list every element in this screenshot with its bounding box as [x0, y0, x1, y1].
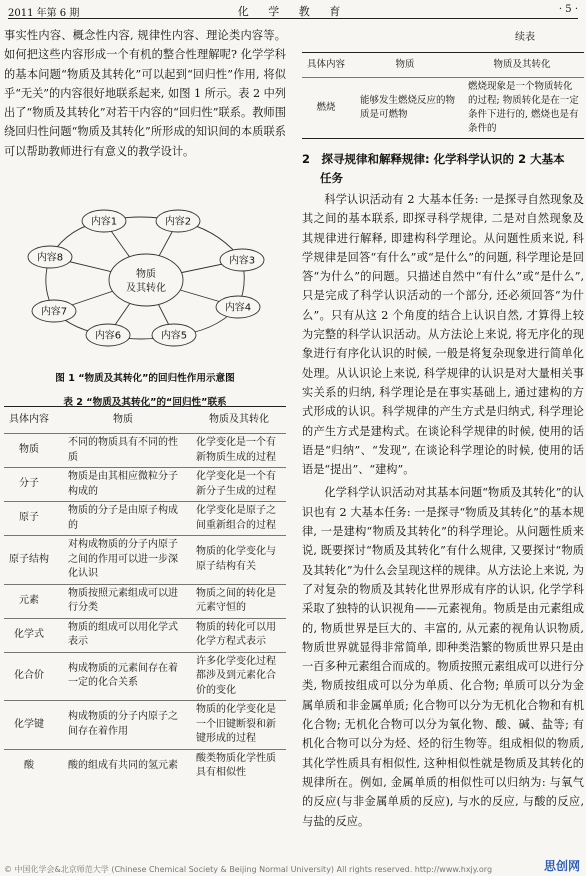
figure-caption: 图 1 “物质及其转化”的回归性作用示意图: [55, 373, 235, 384]
table-cell: 物质的分子是由原子构成的: [54, 502, 182, 536]
figure-1-diagram: [8, 205, 284, 355]
table-cell: 化学键: [4, 701, 54, 750]
issue-label: 2011 年第 6 期: [8, 8, 80, 19]
node-label: 内容5: [160, 330, 188, 342]
table-cell: 元素: [4, 584, 54, 618]
table-cell: 许多化学变化过程都涉及到元素化合价的变化: [182, 652, 286, 701]
table-row: [4, 584, 286, 618]
node-label: 内容3: [228, 255, 256, 267]
table-2-continued: [302, 52, 584, 139]
table-cell: 物质的组成可以用化学式表示: [54, 618, 182, 652]
table-cell: 分子: [4, 468, 54, 502]
paragraph: 事实性内容、概念性内容, 规律性内容、理论类内容等。如何把这些内容形成一个有机的整合性理解呢? 化学学科的基本问题“物质及其转化”可以起到“回归性”作用, 将似乎“无关”的内容很好地联系起来, 如图 1 所示。表 2 中列出了“物质及其转化”对若干内容的“回归性”联系。教师围绕回归性问题“物质及其转化”所形成的知识间的本质联系可以帮助教师进行有意义的教学设计。: [4, 29, 286, 158]
table-cell: 酸的组成有共同的氢元素: [54, 749, 182, 783]
table-row: [4, 652, 286, 701]
node-label: 内容2: [164, 216, 192, 228]
table-cell: 化学变化是一个有新物质生成的过程: [182, 434, 286, 468]
section-heading-line: 2 探寻规律和解释规律: 化学科学认识的 2 大基本: [302, 152, 565, 166]
table-cell: 原子: [4, 502, 54, 536]
table-cell: 燃烧: [302, 78, 350, 139]
table-row: [4, 749, 286, 783]
node-label: 内容1: [90, 216, 118, 228]
table-cell: 化学变化是一个有新分子生成的过程: [182, 468, 286, 502]
node-label: 内容8: [36, 252, 64, 264]
table-cell: 物质的转化可以用化学方程式表示: [182, 618, 286, 652]
node-label: 内容6: [94, 330, 122, 342]
column-header: 物质: [350, 53, 460, 78]
table-row: [4, 434, 286, 468]
table-caption: 表 2 “物质及其转化”的“回归性”联系: [63, 397, 227, 408]
column-header: 物质: [54, 407, 182, 434]
table-row: [302, 78, 584, 139]
right-column-text: [302, 190, 584, 831]
paragraph: 化学科学认识活动对其基本问题“物质及其转化”的认识也有 2 大基本任务: 一是探寻“物质及其转化”的基本规律, 一是建构“物质及其转化”的科学理论。从问题性质来说, 既要探讨“物质及其转化”有什么规律, 又要探讨“物质及其转化”为什么会呈现这样的规律。从方法论上来说, 为了对复杂的物质及其转化世界形成有序的认识, 化学学科采取了独特的认识视角——元素视角。物质是由元素组成的, 物质世界是巨大的、丰富的, 从元素的视角认识物质, 物质世界就显得非常简单, 即种类浩繁的物质世界只是由一百多种元素组合而成的。物质按照元素组成可以进行分类, 物质按组成可以分为单质、化合物; 单质可以分为金属单质和非金属单质; 化合物可以分为无机化合物和有机化合物; 无机化合物可以分为氧化物、酸、碱、盐等; 有机化合物可以分为烃、烃的衍生物等。组成相似的物质, 其化学性质具有相似性, 这种相似性就是物质及其转化的规律所在。例如, 金属单质的相似性可以归纳为: 与氧气的反应(与非金属单质的反应), 与水的反应, 与酸的反应, 与盐的反应。: [302, 486, 584, 828]
table-cell: 构成物质的分子内原子之间存在着作用: [54, 701, 182, 750]
table-cell: 酸类物质化学性质具有相似性: [182, 749, 286, 783]
table-cell: 燃烧现象是一个物质转化的过程; 物质转化是在一定条件下进行的, 燃烧也是有条件的: [460, 78, 584, 139]
column-header: 物质及其转化: [460, 53, 584, 78]
node-label: 内容4: [224, 302, 252, 314]
section-heading: [302, 150, 584, 188]
table-row: [4, 536, 286, 585]
center-label-line2: 及其转化: [126, 283, 166, 294]
table-cell: 物质的化学变化是一个旧键断裂和新键形成的过程: [182, 701, 286, 750]
column-header: 具体内容: [302, 53, 350, 78]
table-continued-label: 续表: [515, 32, 535, 43]
section-heading-line: 任务: [320, 171, 343, 185]
running-header: [8, 2, 578, 19]
page-number: · 5 ·: [558, 4, 578, 15]
table-row: [4, 618, 286, 652]
table-row: [4, 701, 286, 750]
node-label: 内容7: [40, 306, 68, 318]
table-cell: 化学变化是原子之间重新组合的过程: [182, 502, 286, 536]
table-cell: 物质的化学变化与原子结构有关: [182, 536, 286, 585]
table-cell: 酸: [4, 749, 54, 783]
table-cell: 物质是由其相应微粒分子构成的: [54, 468, 182, 502]
table-2: [4, 406, 286, 783]
watermark-logo: 思创网: [543, 859, 580, 873]
table-cell: 物质按照元素组成可以进行分类: [54, 584, 182, 618]
center-label-line1: 物质: [136, 269, 156, 280]
center-node: [109, 254, 183, 306]
table-header-row: [302, 53, 584, 78]
table-cell: 物质: [4, 434, 54, 468]
table-cell: 原子结构: [4, 536, 54, 585]
table-cell: 化学式: [4, 618, 54, 652]
table-cell: 不同的物质具有不同的性质: [54, 434, 182, 468]
column-header: 物质及其转化: [182, 407, 286, 434]
table-cell: 物质之间的转化是元素守恒的: [182, 584, 286, 618]
table-cell: 对构成物质的分子内原子之间的作用可以进一步深化认识: [54, 536, 182, 585]
table-header-row: [4, 407, 286, 434]
copyright-footer: © 中国化学会&北京师范大学 (Chinese Chemical Society & Beijing Normal University) All rights reserved. http://www.hxjy.org: [4, 865, 493, 874]
journal-title: 化 学 教 育: [237, 5, 349, 18]
left-column-text: [4, 26, 286, 161]
table-row: [4, 502, 286, 536]
paragraph: 科学认识活动有 2 大基本任务: 一是探寻自然现象及其之间的基本联系, 即探寻科学规律, 二是对自然现象及其规律进行解释, 即建构科学理论。从问题性质来说, 科学规律是回答“有什么”或“是什么”的问题, 科学理论是回答“为什么”的问题。只描述自然中“有什么”或“是什么”, 只是完成了科学认识活动的一个部分, 还必须回答“为什么”。只有从这 2 个角度的结合上认识自然, 才算得上较为完整的科学认识活动。从方法论上来说, 将无序化的现象进行有序化认识的时候, 一般是将复杂现象进行简单化处理。从认识论上来说, 科学规律的认识是对大量相关事实关系的归纳, 科学理论是在事实基础上, 通过建构的方式形成的认识。科学规律的产生方式是归纳式, 科学理论的产生方式是建构式。在谈论科学规律的时候, 使用的话语是“归纳”、“发现”, 在谈论科学理论的时候, 使用的话语是“提出”、“建构”。: [302, 193, 584, 477]
table-cell: 化合价: [4, 652, 54, 701]
table-cell: 构成物质的元素间存在着一定的化合关系: [54, 652, 182, 701]
table-row: [4, 468, 286, 502]
column-header: 具体内容: [4, 407, 54, 434]
table-cell: 能够发生燃烧反应的物质是可燃物: [350, 78, 460, 139]
